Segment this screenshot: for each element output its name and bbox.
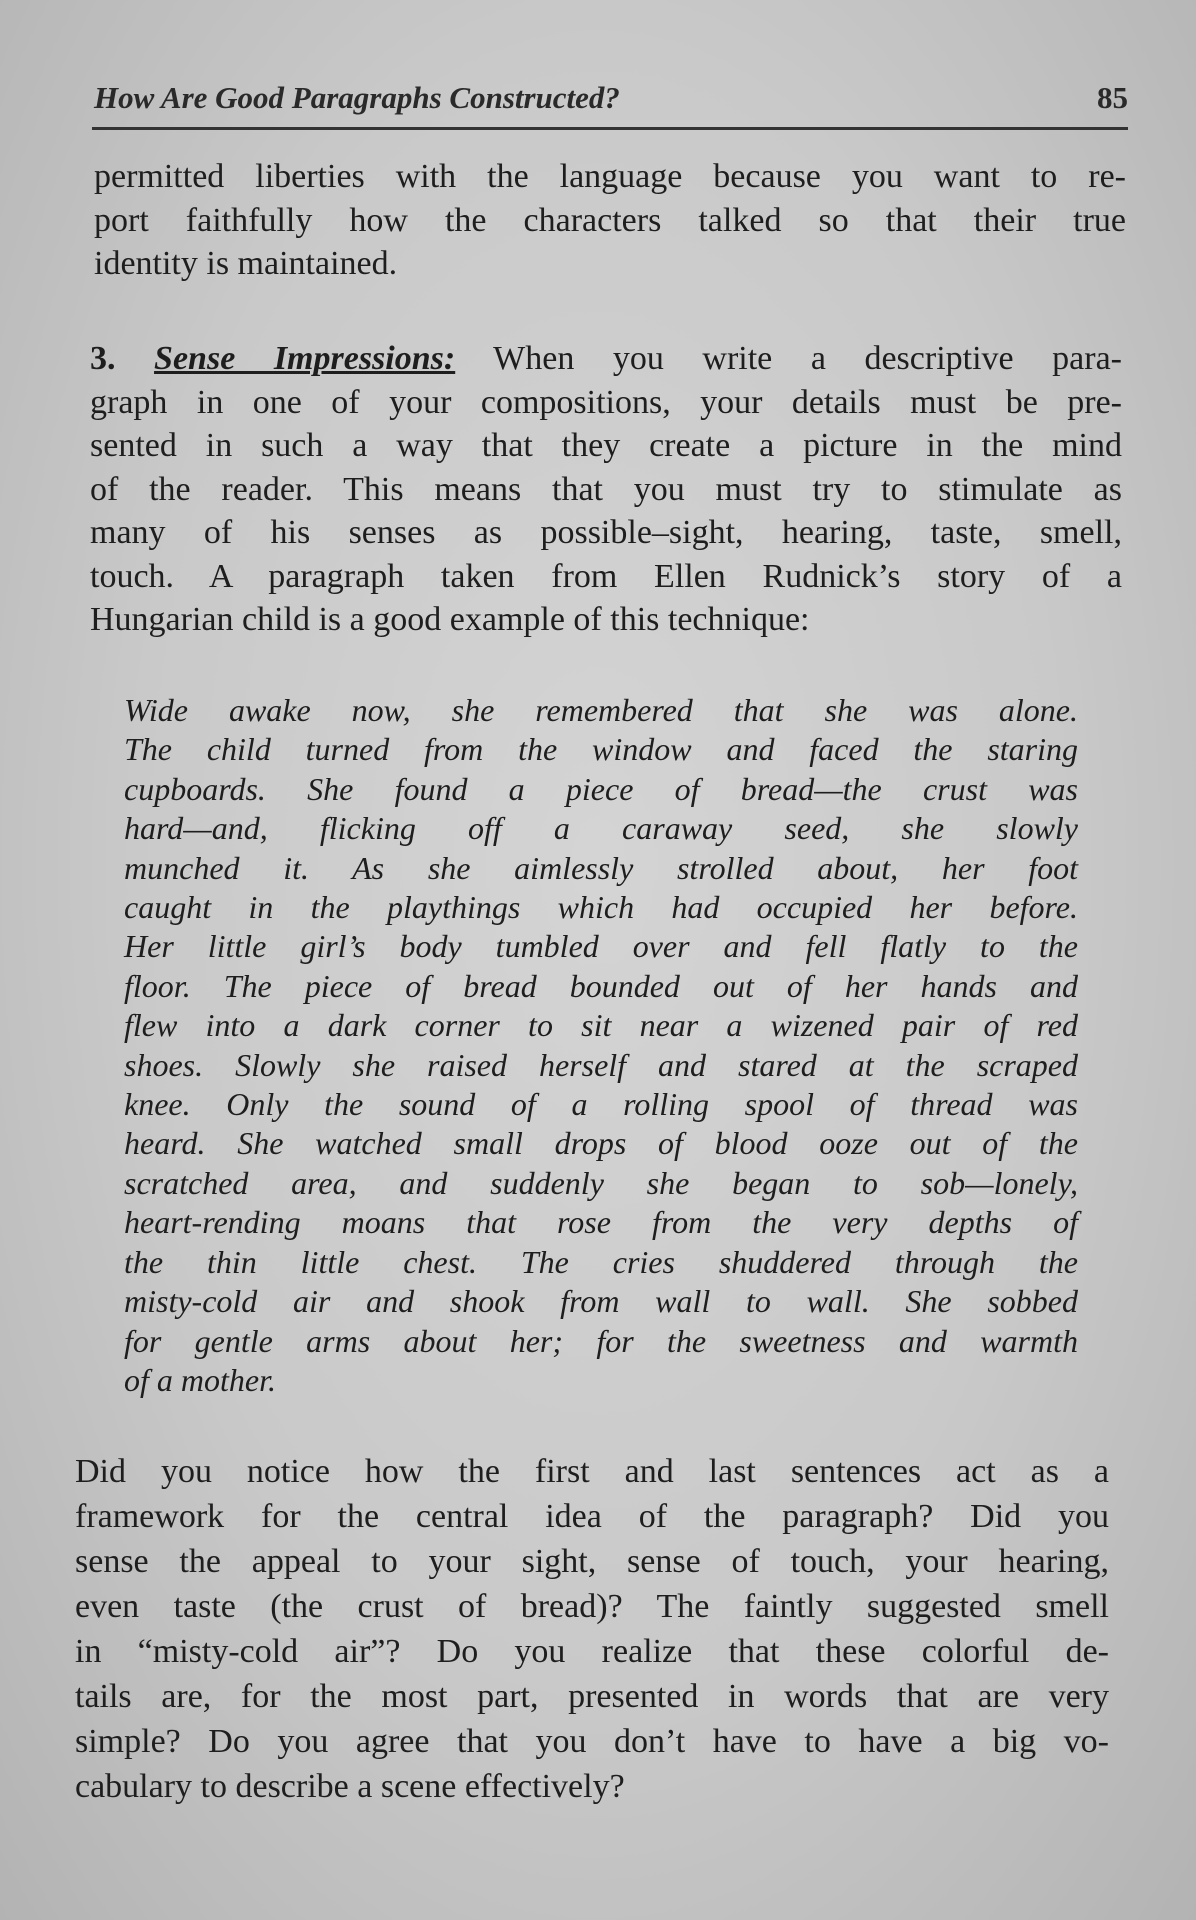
- text-line: in “misty-cold air”? Do you realize that these colorful de-: [75, 1633, 1109, 1670]
- quote-line: the thin little chest. The cries shuddered through the: [124, 1243, 1078, 1280]
- quote-line: caught in the playthings which had occupied her before.: [124, 889, 1078, 926]
- quote-line: Wide awake now, she remembered that she was alone.: [124, 692, 1078, 728]
- quote-line: for gentle arms about her; for the sweetness and warmth: [124, 1322, 1078, 1359]
- text-line: even taste (the crust of bread)? The faintly suggested smell: [75, 1588, 1109, 1625]
- block-quote: [124, 691, 1078, 1400]
- text-line: many of his senses as possible–sight, hearing, taste, smell,: [90, 514, 1122, 551]
- text-line: of the reader. This means that you must try to stimulate as: [90, 470, 1122, 508]
- quote-line: cupboards. She found a piece of bread—the crust was: [124, 770, 1078, 807]
- quote-line: shoes. Slowly she raised herself and stared at the scraped: [124, 1046, 1078, 1083]
- text-line: tails are, for the most part, presented in words that are very: [75, 1678, 1109, 1715]
- section-first-line-text: When you write a descriptive para-: [493, 340, 1122, 377]
- quote-line: knee. Only the sound of a rolling spool of thread was: [124, 1086, 1078, 1123]
- text-line: cabulary to describe a scene effectively?: [75, 1768, 625, 1805]
- text-line: identity is maintained.: [94, 245, 398, 282]
- text-line: graph in one of your compositions, your details must be pre-: [90, 383, 1122, 421]
- quote-line: misty-cold air and shook from wall to wall. She sobbed: [124, 1283, 1078, 1320]
- quote-line: munched it. As she aimlessly strolled about, her foot: [124, 849, 1078, 886]
- section-first-line: [90, 337, 1122, 381]
- text-line: Hungarian child is a good example of this technique:: [90, 601, 810, 638]
- text-line: sense the appeal to your sight, sense of touch, your hearing,: [75, 1543, 1109, 1580]
- section-title: Sense Impressions:: [154, 340, 456, 377]
- text-line: permitted liberties with the language because you want to re-: [94, 158, 1126, 195]
- text-line: simple? Do you agree that you don’t have to have a big vo-: [75, 1723, 1109, 1760]
- section-number: 3.: [90, 340, 116, 377]
- text-line: Did you notice how the first and last sentences act as a: [75, 1453, 1109, 1490]
- quote-line: floor. The piece of bread bounded out of her hands and: [124, 967, 1078, 1004]
- chapter-title: How Are Good Paragraphs Constructed?: [94, 80, 620, 115]
- quote-line: scratched area, and suddenly she began to sob—lonely,: [124, 1164, 1078, 1201]
- quote-line: hard—and, flicking off a caraway seed, she slowly: [124, 810, 1078, 847]
- paragraph-discussion: [75, 1449, 1109, 1809]
- quote-line: flew into a dark corner to sit near a wizened pair of red: [124, 1007, 1078, 1044]
- header-rule: [92, 127, 1128, 130]
- quote-line: heart-rending moans that rose from the very depths of: [124, 1204, 1078, 1241]
- section-sense-impressions: [90, 337, 1122, 642]
- quote-line: heard. She watched small drops of blood ooze out of the: [124, 1125, 1078, 1162]
- quote-line: Her little girl’s body tumbled over and fell flatly to the: [124, 928, 1078, 965]
- page-number: 85: [1097, 80, 1128, 115]
- text-line: port faithfully how the characters talked so that their true: [94, 201, 1126, 239]
- text-line: touch. A paragraph taken from Ellen Rudnick’s story of a: [90, 557, 1122, 595]
- paragraph-intro: [94, 155, 1126, 286]
- text-line: sented in such a way that they create a picture in the mind: [90, 427, 1122, 464]
- quote-line: of a mother.: [124, 1361, 276, 1398]
- text-line: framework for the central idea of the paragraph? Did you: [75, 1498, 1109, 1535]
- quote-line: The child turned from the window and faced the staring: [124, 731, 1078, 768]
- running-header: [92, 78, 1128, 124]
